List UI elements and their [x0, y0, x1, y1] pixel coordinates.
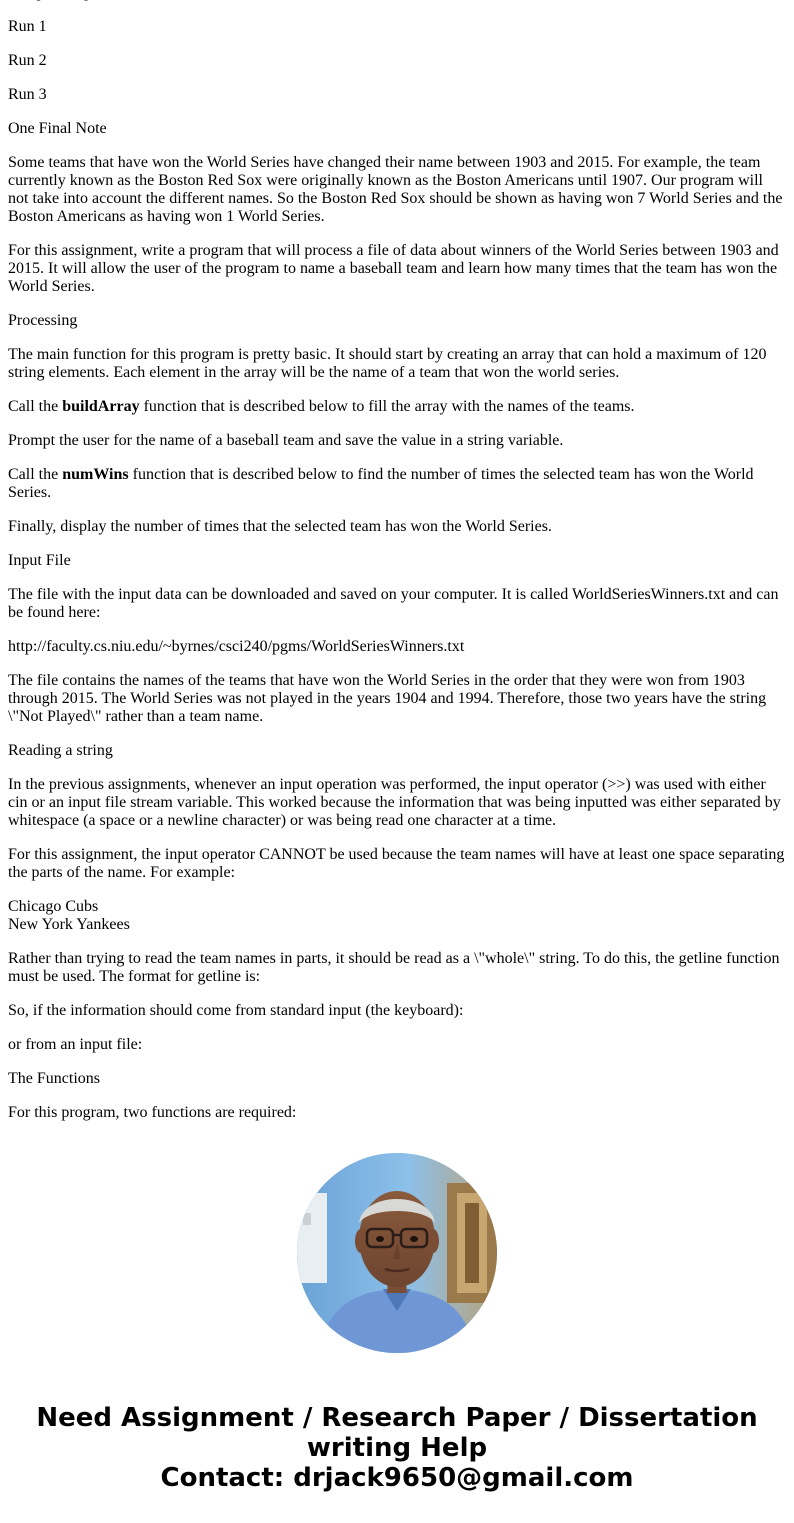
person-portrait-icon — [297, 1153, 497, 1353]
banner-contact-email: Contact: drjack9650@gmail.com — [160, 1463, 634, 1493]
num-wins-prefix: Call the — [8, 466, 63, 483]
banner-line-1: Need Assignment / Research Paper / Dissertation — [36, 1403, 758, 1433]
run-1-label: Run 1 — [8, 18, 47, 35]
reading-string-paragraph: In the previous assignments, whenever an input operation was performed, the input operator (>>) was used with either cin or an input file stream variable. This worked because the information that was being inputted was either separated by whitespace (a space or a newline character) or was being read one character at a time. — [8, 776, 781, 829]
input-file-url: http://faculty.cs.niu.edu/~byrnes/csci240/pgms/WorldSeriesWinners.txt — [8, 638, 465, 655]
input-operator-paragraph: For this assignment, the input operator CANNOT be used because the team names will have at least one space separating the parts of the name. For example: — [8, 846, 785, 881]
contact-banner — [0, 1403, 794, 1493]
build-array-function-name: buildArray — [62, 398, 140, 415]
reading-string-heading: Reading a string — [8, 742, 113, 759]
num-wins-function-name: numWins — [62, 466, 129, 483]
run-2-label: Run 2 — [8, 52, 47, 69]
team-name-example — [8, 898, 786, 934]
standard-input-paragraph: So, if the information should come from standard input (the keyboard): — [8, 1002, 464, 1019]
getline-paragraph: Rather than trying to read the team names in parts, it should be read as a \"whole\" string. To do this, the getline function must be used. The format for getline is: — [8, 950, 780, 985]
banner-line-2: writing Help — [306, 1433, 488, 1463]
num-wins-paragraph — [8, 466, 786, 502]
functions-paragraph: For this program, two functions are required: — [8, 1104, 297, 1121]
avatar — [297, 1153, 497, 1353]
input-file-source-paragraph: or from an input file: — [8, 1036, 143, 1053]
final-note-paragraph: Some teams that have won the World Series have changed their name between 1903 and 2015. For example, the team currently known as the Boston Red Sox were originally known as the Boston Americans until 1907. Our program will not take into account the different names. So the Boston Red Sox should be shown as having won 7 World Series and the Boston Americans as having won 1 World Series. — [8, 154, 783, 225]
finally-paragraph: Finally, display the number of times that the selected team has won the World Series. — [8, 518, 552, 535]
file-contents-paragraph: The file contains the names of the teams that have won the World Series in the order that they were won from 1903 through 2015. The World Series was not played in the years 1904 and 1994. Therefore, those two years have the string \"Not Played\" rather than a team name. — [8, 672, 767, 725]
example-line-2: New York Yankees — [8, 916, 130, 933]
build-array-suffix: function that is described below to fill the array with the names of the teams. — [139, 398, 635, 415]
processing-heading: Processing — [8, 312, 78, 329]
prompt-paragraph: Prompt the user for the name of a baseball team and save the value in a string variable. — [8, 432, 564, 449]
run-3-label: Run 3 — [8, 86, 47, 103]
build-array-prefix: Call the — [8, 398, 63, 415]
assignment-paragraph: For this assignment, write a program that will process a file of data about winners of the World Series between 1903 and 2015. It will allow the user of the program to name a baseball team and learn how many times that the team has won the World Series. — [8, 242, 779, 295]
input-file-heading: Input File — [8, 552, 71, 569]
final-note-heading: One Final Note — [8, 120, 107, 137]
input-file-paragraph: The file with the input data can be downloaded and saved on your computer. It is called WorldSeriesWinners.txt and can be found here: — [8, 586, 779, 621]
article-body — [8, 0, 786, 1138]
build-array-paragraph — [8, 398, 786, 416]
cut-off-heading — [8, 0, 786, 2]
functions-heading: The Functions — [8, 1070, 100, 1087]
processing-paragraph: The main function for this program is pretty basic. It should start by creating an array that can hold a maximum of 120 string elements. Each element in the array will be the name of a team that won the world series. — [8, 346, 767, 381]
num-wins-suffix: function that is described below to find the number of times the selected team has won the World Series. — [8, 466, 754, 501]
example-line-1: Chicago Cubs — [8, 898, 99, 915]
